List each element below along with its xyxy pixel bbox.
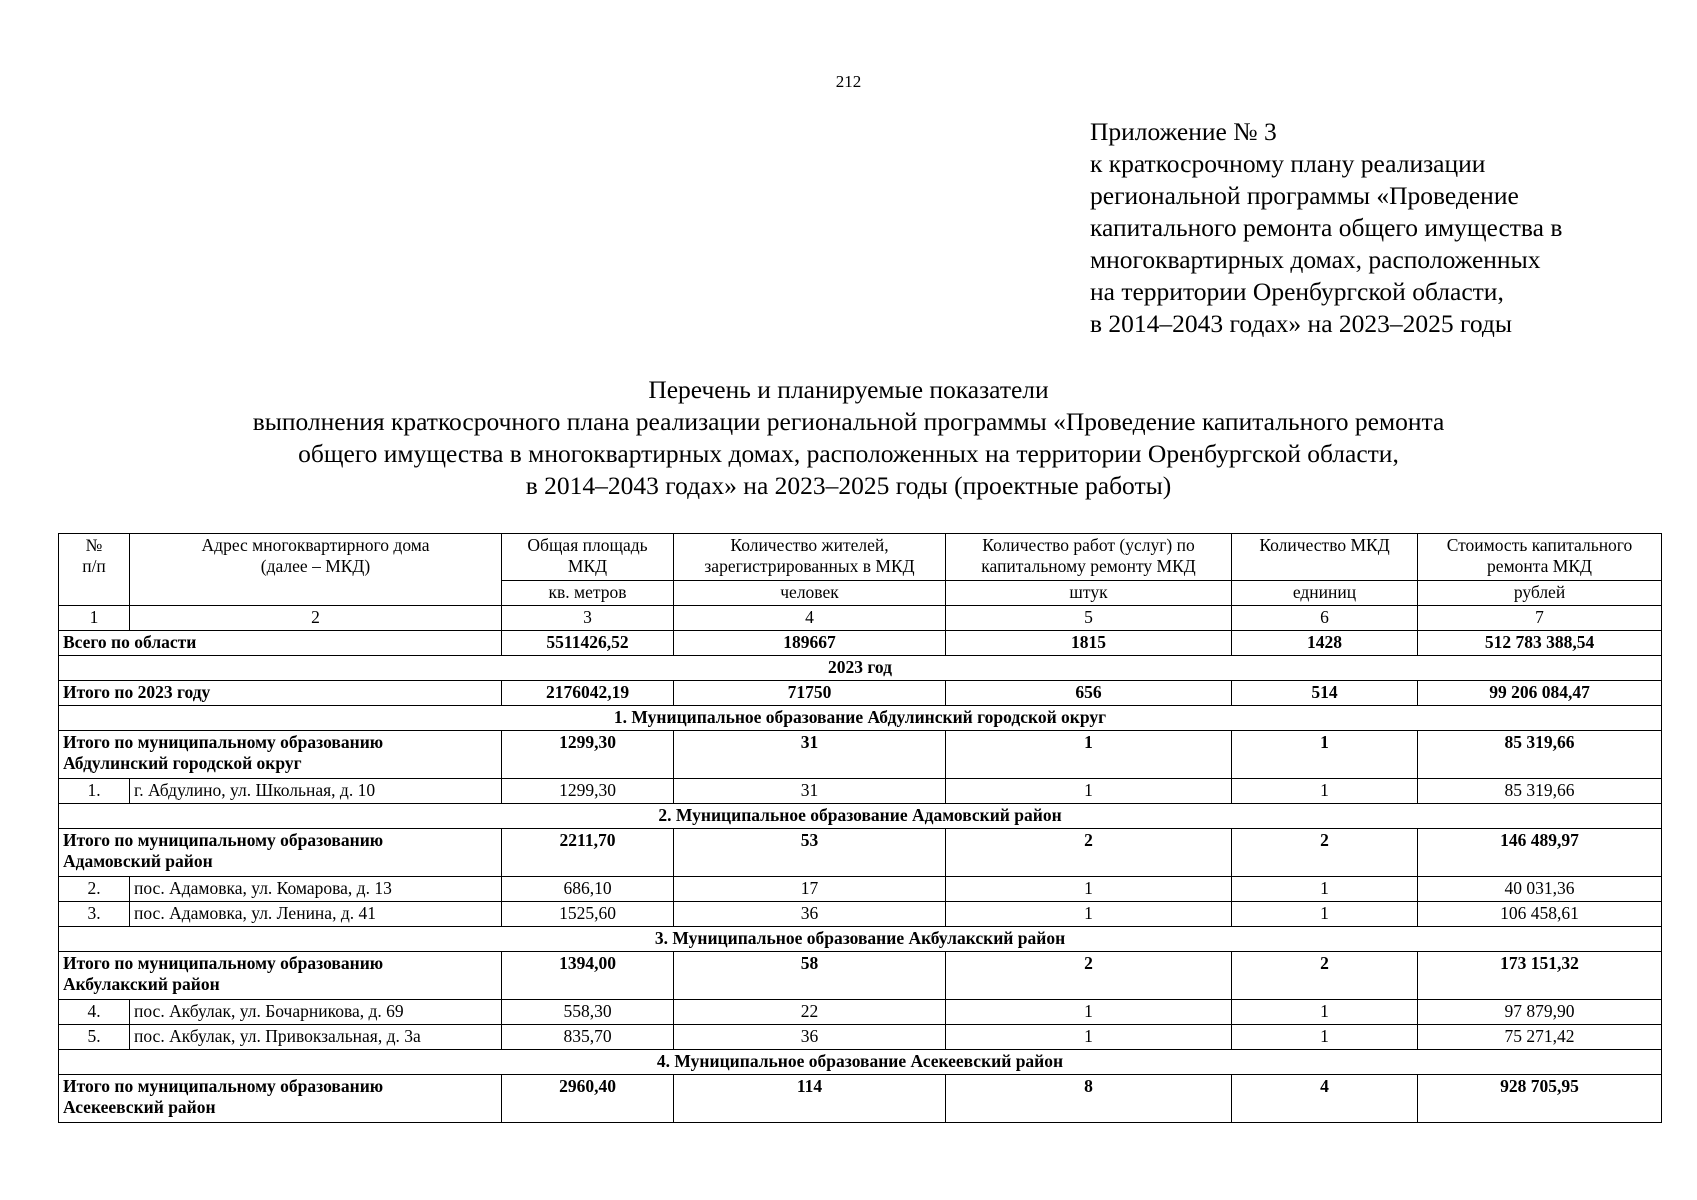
year-total-row-label: Итого по 2023 году — [59, 681, 502, 706]
row-address: пос. Акбулак, ул. Бочарникова, д. 69 — [130, 1000, 502, 1025]
section-subtotal-row-mkd-count: 1 — [1232, 731, 1418, 779]
year-total-row-area: 2176042,19 — [502, 681, 674, 706]
section-title-row-text: 1. Муниципальное образование Абдулинский городской округ — [59, 706, 1662, 731]
row-works: 1 — [946, 1000, 1232, 1025]
region-total-row-mkd-count: 1428 — [1232, 631, 1418, 656]
section-subtotal-row-mkd-count: 2 — [1232, 952, 1418, 1000]
row-residents: 36 — [674, 1025, 946, 1050]
section-subtotal-row-mkd-count: 2 — [1232, 829, 1418, 877]
row-address: пос. Адамовка, ул. Комарова, д. 13 — [130, 877, 502, 902]
section-subtotal-row-label: Итого по муниципальному образованию Адамовский район — [59, 829, 502, 877]
table-row — [59, 779, 1662, 804]
row-mkd-count: 1 — [1232, 902, 1418, 927]
row-area: 686,10 — [502, 877, 674, 902]
unit-residents: человек — [674, 581, 946, 606]
section-title-row — [59, 706, 1662, 731]
header-residents: Количество жителей, зарегистрированных в МКД — [674, 534, 946, 581]
region-total-row-residents: 189667 — [674, 631, 946, 656]
year-header-row — [59, 656, 1662, 681]
header-area: Общая площадь МКД — [502, 534, 674, 581]
section-subtotal-row-residents: 53 — [674, 829, 946, 877]
section-title-row-text: 3. Муниципальное образование Акбулакский район — [59, 927, 1662, 952]
row-address: г. Абдулино, ул. Школьная, д. 10 — [130, 779, 502, 804]
row-cost: 97 879,90 — [1418, 1000, 1662, 1025]
title-line: Перечень и планируемые показатели — [648, 375, 1049, 404]
unit-cost: рублей — [1418, 581, 1662, 606]
year-total-row-cost: 99 206 084,47 — [1418, 681, 1662, 706]
section-subtotal-row — [59, 952, 1662, 1000]
row-mkd-count: 1 — [1232, 1000, 1418, 1025]
section-subtotal-row-mkd-count: 4 — [1232, 1075, 1418, 1123]
unit-area: кв. метров — [502, 581, 674, 606]
column-number: 1 — [59, 606, 130, 631]
unit-works: штук — [946, 581, 1232, 606]
section-subtotal-row — [59, 1075, 1662, 1123]
section-subtotal-row-area: 2211,70 — [502, 829, 674, 877]
row-works: 1 — [946, 877, 1232, 902]
section-title-row-text: 2. Муниципальное образование Адамовский район — [59, 804, 1662, 829]
appendix-line: на территории Оренбургской области, — [1090, 277, 1504, 306]
year-total-row-mkd-count: 514 — [1232, 681, 1418, 706]
row-num: 3. — [59, 902, 130, 927]
section-subtotal-row-cost: 85 319,66 — [1418, 731, 1662, 779]
row-num: 2. — [59, 877, 130, 902]
section-subtotal-row-works: 8 — [946, 1075, 1232, 1123]
appendix-caption — [1090, 116, 1680, 340]
section-subtotal-row — [59, 731, 1662, 779]
row-area: 1299,30 — [502, 779, 674, 804]
row-address: пос. Акбулак, ул. Привокзальная, д. 3а — [130, 1025, 502, 1050]
row-cost: 85 319,66 — [1418, 779, 1662, 804]
row-mkd-count: 1 — [1232, 1025, 1418, 1050]
column-number: 4 — [674, 606, 946, 631]
column-numbers-row — [59, 606, 1662, 631]
section-subtotal-row-area: 2960,40 — [502, 1075, 674, 1123]
header-works: Количество работ (услуг) по капитальному ремонту МКД — [946, 534, 1232, 581]
row-mkd-count: 1 — [1232, 779, 1418, 804]
row-num: 5. — [59, 1025, 130, 1050]
header-num: № п/п — [59, 534, 130, 606]
column-number: 5 — [946, 606, 1232, 631]
title-line: выполнения краткосрочного плана реализации региональной программы «Проведение капитального ремонта — [252, 407, 1445, 436]
section-title-row — [59, 1050, 1662, 1075]
section-subtotal-row-cost: 173 151,32 — [1418, 952, 1662, 1000]
title-line: общего имущества в многоквартирных домах, расположенных на территории Оренбургской области, — [298, 439, 1399, 468]
row-area: 835,70 — [502, 1025, 674, 1050]
section-subtotal-row-cost: 928 705,95 — [1418, 1075, 1662, 1123]
table-row — [59, 1000, 1662, 1025]
table-header-row — [59, 534, 1662, 581]
section-title-row — [59, 804, 1662, 829]
row-residents: 17 — [674, 877, 946, 902]
region-total-row-works: 1815 — [946, 631, 1232, 656]
section-subtotal-row-works: 1 — [946, 731, 1232, 779]
header-mkd-count: Количество МКД — [1232, 534, 1418, 581]
year-total-row-works: 656 — [946, 681, 1232, 706]
header-cost: Стоимость капитального ремонта МКД — [1418, 534, 1662, 581]
section-title-row — [59, 927, 1662, 952]
appendix-line: Приложение № 3 — [1090, 117, 1277, 146]
title-line: в 2014–2043 годах» на 2023–2025 годы (проектные работы) — [525, 471, 1172, 500]
unit-mkd-count: едниниц — [1232, 581, 1418, 606]
section-subtotal-row-area: 1299,30 — [502, 731, 674, 779]
section-subtotal-row-label: Итого по муниципальному образованию Асекеевский район — [59, 1075, 502, 1123]
section-subtotal-row-residents: 114 — [674, 1075, 946, 1123]
page-number: 212 — [835, 72, 862, 91]
row-cost: 106 458,61 — [1418, 902, 1662, 927]
region-total-row-cost: 512 783 388,54 — [1418, 631, 1662, 656]
appendix-line: к краткосрочному плану реализации — [1090, 149, 1486, 178]
section-subtotal-row-residents: 58 — [674, 952, 946, 1000]
row-works: 1 — [946, 1025, 1232, 1050]
row-num: 1. — [59, 779, 130, 804]
row-residents: 36 — [674, 902, 946, 927]
appendix-line: региональной программы «Проведение — [1090, 181, 1519, 210]
table-row — [59, 1025, 1662, 1050]
section-subtotal-row-label: Итого по муниципальному образованию Акбулакский район — [59, 952, 502, 1000]
row-cost: 75 271,42 — [1418, 1025, 1662, 1050]
table-row — [59, 902, 1662, 927]
row-cost: 40 031,36 — [1418, 877, 1662, 902]
year-header-row-text: 2023 год — [59, 656, 1662, 681]
column-number: 6 — [1232, 606, 1418, 631]
row-works: 1 — [946, 902, 1232, 927]
column-number: 3 — [502, 606, 674, 631]
row-area: 558,30 — [502, 1000, 674, 1025]
appendix-line: многоквартирных домах, расположенных — [1090, 245, 1541, 274]
region-total-row-area: 5511426,52 — [502, 631, 674, 656]
region-total-row-label: Всего по области — [59, 631, 502, 656]
appendix-line: капитального ремонта общего имущества в — [1090, 213, 1563, 242]
column-number: 7 — [1418, 606, 1662, 631]
section-subtotal-row — [59, 829, 1662, 877]
year-total-row — [59, 681, 1662, 706]
header-address: Адрес многоквартирного дома (далее – МКД) — [130, 534, 502, 606]
section-title-row-text: 4. Муниципальное образование Асекеевский район — [59, 1050, 1662, 1075]
section-subtotal-row-works: 2 — [946, 829, 1232, 877]
row-address: пос. Адамовка, ул. Ленина, д. 41 — [130, 902, 502, 927]
section-subtotal-row-area: 1394,00 — [502, 952, 674, 1000]
section-subtotal-row-label: Итого по муниципальному образованию Абдулинский городской округ — [59, 731, 502, 779]
table-row — [59, 877, 1662, 902]
section-subtotal-row-residents: 31 — [674, 731, 946, 779]
document-title — [0, 374, 1697, 502]
works-table — [58, 533, 1662, 1123]
year-total-row-residents: 71750 — [674, 681, 946, 706]
column-number: 2 — [130, 606, 502, 631]
row-residents: 31 — [674, 779, 946, 804]
row-residents: 22 — [674, 1000, 946, 1025]
region-total-row — [59, 631, 1662, 656]
appendix-line: в 2014–2043 годах» на 2023–2025 годы — [1090, 309, 1512, 338]
row-works: 1 — [946, 779, 1232, 804]
row-mkd-count: 1 — [1232, 877, 1418, 902]
row-area: 1525,60 — [502, 902, 674, 927]
row-num: 4. — [59, 1000, 130, 1025]
section-subtotal-row-works: 2 — [946, 952, 1232, 1000]
section-subtotal-row-cost: 146 489,97 — [1418, 829, 1662, 877]
